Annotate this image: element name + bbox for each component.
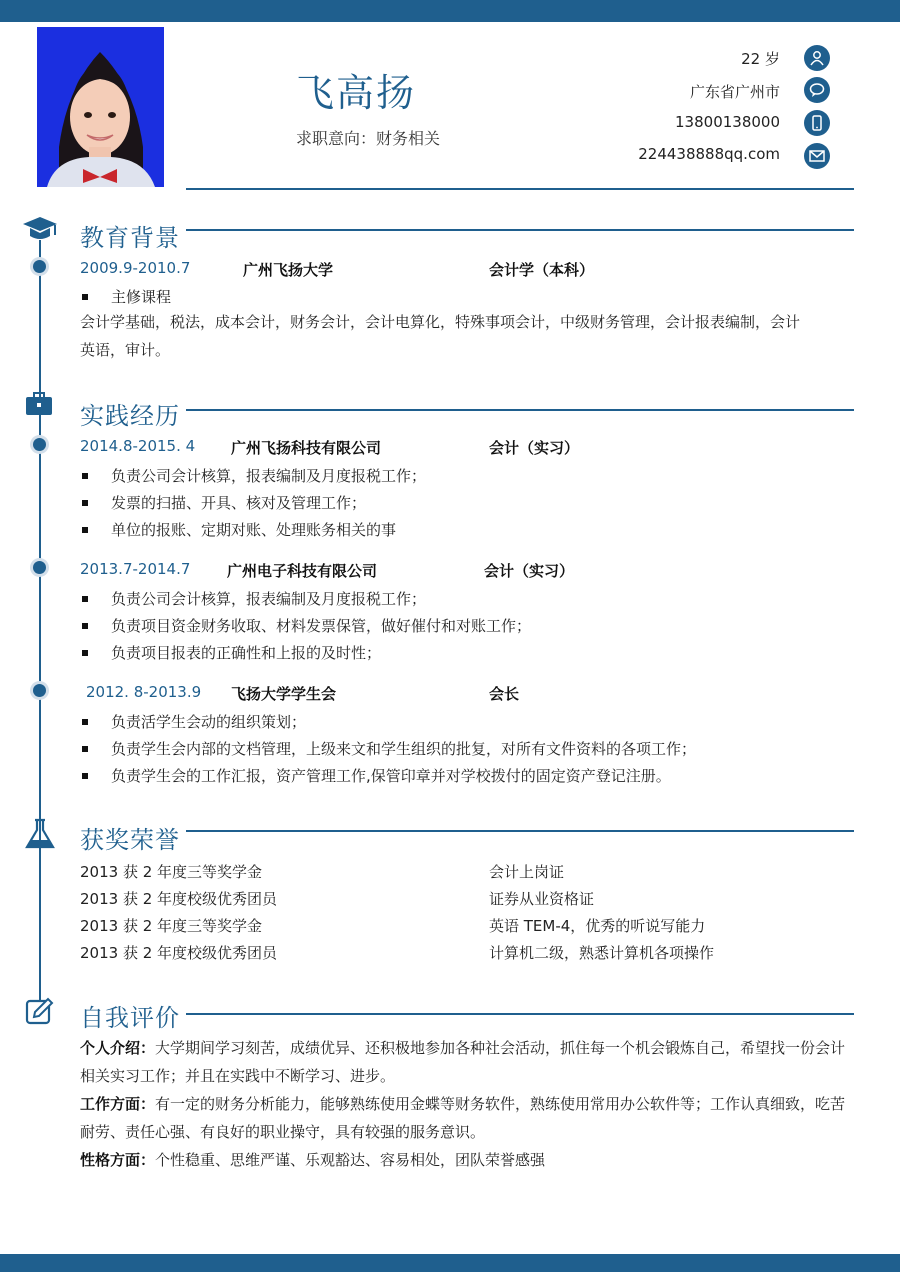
job-item: 负责学生会的工作汇报，资产管理工作,保管印章并对学校拨付的固定资产登记注册。 [86,765,646,786]
section-title-awards: 获奖荣誉 [80,826,180,854]
section-divider [186,229,854,231]
job-item: 负责活学生会动的组织策划； [86,711,281,732]
self-eval-intro [80,1034,852,1090]
edu-major: 会计学（本科） [489,261,595,279]
edu-date: 2009.9-2010.7 [80,259,191,277]
chat-bubble-icon [804,77,830,103]
top-accent-bar [0,0,900,22]
candidate-name: 飞高扬 [296,71,417,115]
job-intent-value: 财务相关 [376,129,441,148]
job-role: 会长 [489,685,520,703]
phone-icon [804,110,830,136]
certificate-item: 计算机二级，熟悉计算机各项操作 [489,944,715,962]
job-role: 会计（实习） [484,562,575,580]
job-org: 飞扬大学学生会 [231,685,337,703]
award-item: 2013 获 2 年度校级优秀团员 [80,890,278,908]
intro-text: 大学期间学习刻苦，成绩优异、还积极地参加各种社会活动，抓住每一个机会锻炼自己，希望找一份会计相关实习工作；并且在实践中不断学习、进步。 [80,1039,846,1085]
location-text: 广东省广州市 [689,83,780,101]
work-text: 有一定的财务分析能力，能够熟练使用金蝶等财务软件，熟练使用常用办公软件等；工作认真细致，吃苦耐劳、责任心强、有良好的职业操守，具有较强的服务意识。 [80,1095,846,1141]
job-date: 2013.7-2014.7 [80,560,191,578]
bottom-accent-bar [0,1254,900,1272]
section-divider [186,830,854,832]
job-date: 2012. 8-2013.9 [86,683,202,701]
job-item: 负责公司会计核算，报表编制及月度报税工作； [86,465,401,486]
work-label: 工作方面： [80,1095,156,1113]
certificate-item: 会计上岗证 [489,863,565,881]
section-title-education: 教育背景 [80,224,180,252]
job-intent-label: 求职意向： [296,129,377,148]
courses-line: 英语，审计。 [80,341,171,359]
job-item: 负责公司会计核算，报表编制及月度报税工作； [86,588,401,609]
mail-icon [804,143,830,169]
job-item: 发票的扫描、开具、核对及管理工作； [86,492,341,513]
timeline-dot [33,260,46,273]
section-title-self-eval: 自我评价 [80,1004,180,1032]
timeline-dot [33,561,46,574]
section-title-practice: 实践经历 [80,402,180,430]
award-item: 2013 获 2 年度校级优秀团员 [80,944,278,962]
certificate-item: 英语 TEM-4，优秀的听说写能力 [489,917,706,935]
intro-label: 个人介绍： [80,1039,156,1057]
timeline-dot [33,438,46,451]
job-date: 2014.8-2015. 4 [80,437,196,455]
phone-text: 13800138000 [675,113,780,131]
section-divider [186,1013,854,1015]
email-text: 224438888qq.com [638,145,780,163]
section-divider [186,409,854,411]
self-eval-text [80,1034,852,1174]
job-intent [296,126,440,149]
job-org: 广州飞扬科技有限公司 [231,439,382,457]
timeline-line [39,240,41,1000]
edu-school: 广州飞扬大学 [243,261,334,279]
graduation-cap-icon [22,214,58,244]
award-item: 2013 获 2 年度三等奖学金 [80,863,263,881]
job-item: 单位的报账、定期对账、处理账务相关的事 [86,519,371,540]
timeline-dot [33,684,46,697]
job-item: 负责学生会内部的文档管理，上级来文和学生组织的批复，对所有文件资料的各项工作； [86,738,671,759]
age-text: 22 岁 [741,50,780,68]
award-item: 2013 获 2 年度三等奖学金 [80,917,263,935]
job-role: 会计（实习） [489,439,580,457]
personality-text: 个性稳重、思维严谨、乐观豁达、容易相处，团队荣誉感强 [155,1151,546,1169]
job-item: 负责项目资金财务收取、材料发票保管，做好催付和对账工作； [86,615,506,636]
courses-line: 会计学基础，税法，成本会计，财务会计，会计电算化，特殊事项会计，中级财务管理，会计报表编制，会计 [80,313,801,331]
job-org: 广州电子科技有限公司 [227,562,378,580]
job-item: 负责项目报表的正确性和上报的及时性； [86,642,356,663]
briefcase-icon [22,390,58,420]
flask-icon [22,818,58,848]
self-eval-personality [80,1146,852,1174]
courses-list [80,308,850,364]
self-eval-work [80,1090,852,1146]
certificate-item: 证券从业资格证 [489,890,595,908]
personality-label: 性格方面： [80,1151,156,1169]
person-icon [804,45,830,71]
header-divider [186,188,854,190]
edit-icon [22,996,58,1026]
courses-label: 主修课程 [86,286,146,307]
profile-photo [37,27,164,187]
